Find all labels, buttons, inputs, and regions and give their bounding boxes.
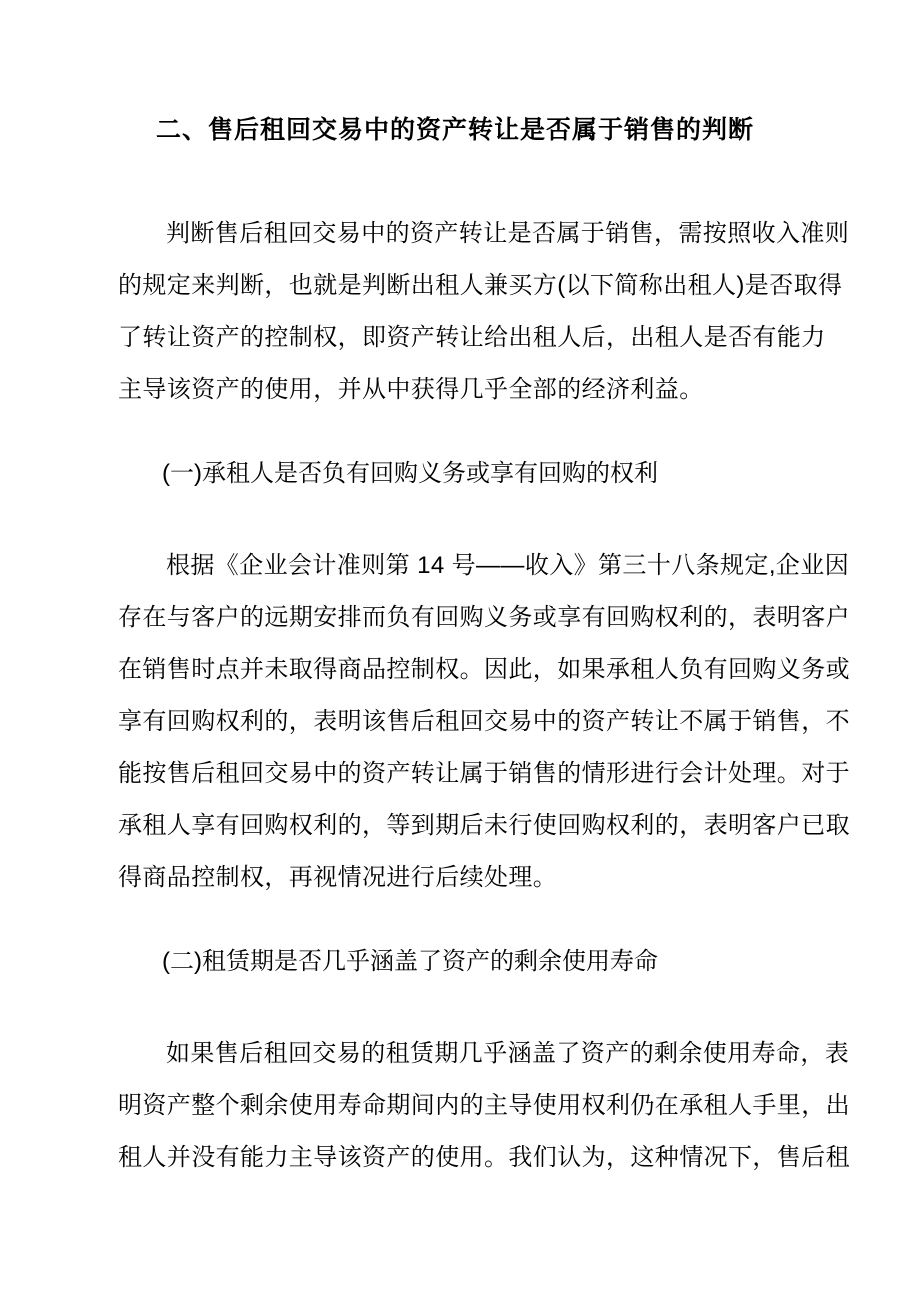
paragraph-line: 如果售后租回交易的租赁期几乎涵盖了资产的剩余使用寿命，表 [166, 1040, 850, 1067]
paragraph-line: 的规定来判断，也就是判断出租人兼买方(以下简称出租人)是否取得 [118, 272, 843, 299]
section-heading-2: (二)租赁期是否几乎涵盖了资产的剩余使用寿命 [162, 948, 658, 975]
paragraph-line: 了转让资产的控制权，即资产转让给出租人后，出租人是否有能力 [118, 324, 826, 351]
paragraph-line: 享有回购权利的，表明该售后租回交易中的资产转让不属于销售，不 [118, 708, 850, 735]
paragraph-line: 租人并没有能力主导该资产的使用。我们认为，这种情况下，售后租 [118, 1144, 850, 1171]
paragraph-line: 在销售时点并未取得商品控制权。因此，如果承租人负有回购义务或 [118, 656, 850, 683]
paragraph-line: 承租人享有回购权利的，等到期后未行使回购权利的，表明客户已取 [118, 812, 850, 839]
document-title: 二、售后租回交易中的资产转让是否属于销售的判断 [156, 116, 755, 144]
paragraph-line: 主导该资产的使用，并从中获得几乎全部的经济利益。 [118, 376, 704, 403]
paragraph-line: 判断售后租回交易中的资产转让是否属于销售，需按照收入准则 [166, 220, 850, 247]
paragraph-line: 存在与客户的远期安排而负有回购义务或享有回购权利的，表明客户 [118, 604, 850, 631]
section-heading-1: (一)承租人是否负有回购义务或享有回购的权利 [162, 460, 658, 487]
paragraph-line: 得商品控制权，再视情况进行后续处理。 [118, 864, 558, 891]
paragraph-line: 根据《企业会计准则第 14 号——收入》第三十八条规定,企业因 [166, 552, 850, 579]
paragraph-3 [118, 1028, 850, 1184]
paragraph-line: 明资产整个剩余使用寿命期间内的主导使用权利仍在承租人手里，出 [118, 1092, 850, 1119]
paragraph-line: 能按售后租回交易中的资产转让属于销售的情形进行会计处理。对于 [118, 760, 850, 787]
paragraph-1 [118, 208, 850, 416]
paragraph-2 [118, 540, 850, 904]
